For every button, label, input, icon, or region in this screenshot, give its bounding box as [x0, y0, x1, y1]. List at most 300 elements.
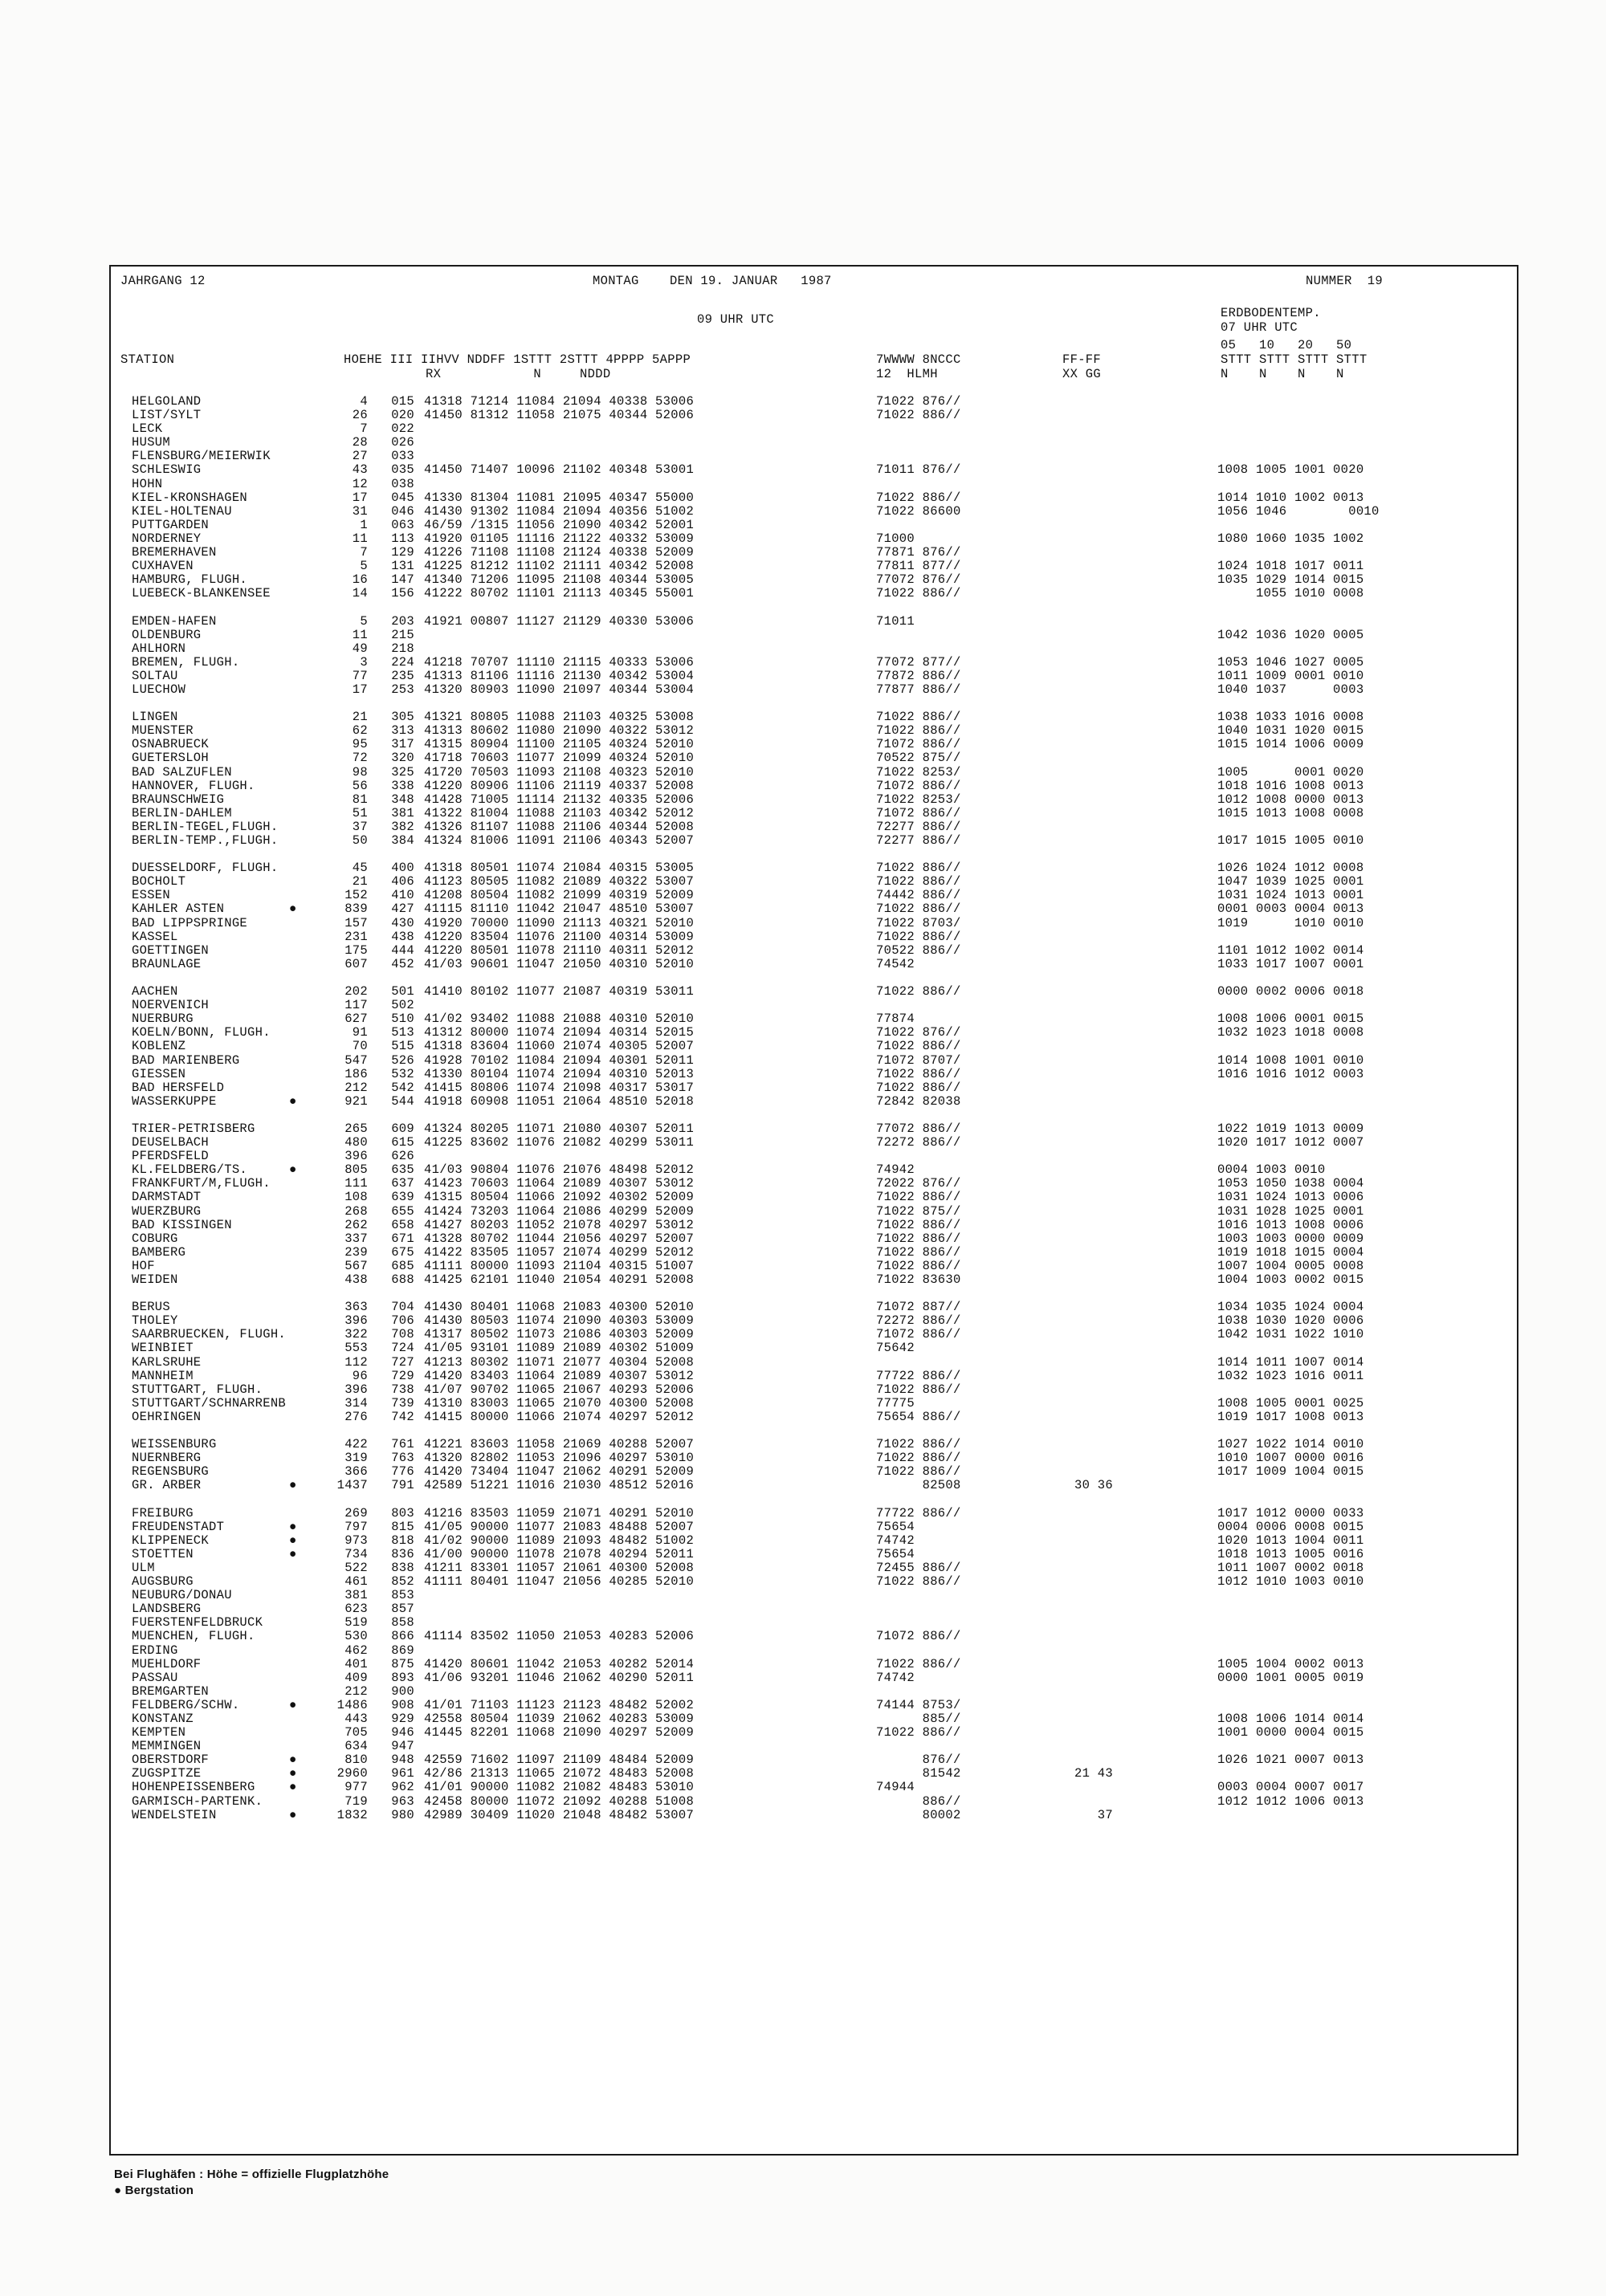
station-number: 406	[391, 874, 414, 889]
station-number: 026	[391, 435, 414, 450]
observation-groups: 41/02 93402 11088 21088 40310 52010	[424, 1012, 695, 1027]
station-number: 218	[391, 641, 414, 656]
table-row	[111, 546, 1517, 560]
observation-groups: 41720 70503 11093 21108 40323 52010	[424, 764, 695, 780]
observation-groups: 41445 82201 11068 21090 40297 52009	[424, 1725, 695, 1740]
soil-temperatures: 1015 1013 1008 0008	[1217, 805, 1364, 820]
station-height: 11	[352, 627, 368, 642]
station-number: 427	[391, 902, 414, 917]
row-spacer	[111, 1287, 1517, 1301]
observation-groups: 41430 80401 11068 21083 40300 52010	[424, 1300, 695, 1315]
station-height: 28	[352, 435, 368, 450]
observation-groups: 41420 80601 11042 21053 40282 52014	[424, 1656, 695, 1671]
table-row	[111, 1520, 1517, 1534]
station-number: 908	[391, 1697, 414, 1712]
station-name: WEISSENBURG	[132, 1437, 217, 1452]
station-height: 363	[344, 1300, 368, 1315]
table-row	[111, 902, 1517, 916]
station-number: 317	[391, 737, 414, 752]
observation-groups: 41313 80602 11080 21090 40322 53012	[424, 723, 695, 739]
station-name: FREIBURG	[132, 1505, 194, 1520]
station-number: 739	[391, 1395, 414, 1411]
station-height: 262	[344, 1217, 368, 1232]
station-name: MUEHLDORF	[132, 1656, 202, 1671]
weather-groups: 71072 886//	[876, 805, 961, 820]
weather-groups: 74742	[876, 1670, 915, 1685]
mountain-station-marker: ●	[289, 1697, 297, 1712]
station-name: HANNOVER, FLUGH.	[132, 778, 255, 793]
table-row	[111, 409, 1517, 422]
station-number: 305	[391, 710, 414, 725]
weather-groups: 71022 886//	[876, 1258, 961, 1273]
station-height: 567	[344, 1258, 368, 1273]
weather-groups: 71022 886//	[876, 1231, 961, 1246]
station-name: AACHEN	[132, 984, 178, 999]
station-number: 038	[391, 476, 414, 491]
station-height: 337	[344, 1231, 368, 1246]
issue-number: NUMMER 19	[1306, 274, 1384, 288]
weather-groups: 77871 876//	[876, 545, 961, 560]
soil-temperatures: 1027 1022 1014 0010	[1217, 1437, 1364, 1452]
observation-groups: 41324 80205 11071 21080 40307 52011	[424, 1121, 695, 1136]
weather-groups: 72022 876//	[876, 1176, 961, 1191]
wind-columns-header-line2: XX GG	[1062, 367, 1102, 381]
table-row	[111, 1260, 1517, 1273]
weather-groups: 72277 886//	[876, 819, 961, 834]
station-name: EMDEN-HAFEN	[132, 613, 217, 629]
station-name: WASSERKUPPE	[132, 1093, 217, 1109]
weather-groups: 75654 886//	[876, 1409, 961, 1424]
soil-temperatures: 1017 1009 1004 0015	[1217, 1464, 1364, 1480]
station-name: AUGSBURG	[132, 1574, 194, 1590]
observation-groups: 41340 71206 11095 21108 40344 53005	[424, 572, 695, 588]
station-number: 501	[391, 984, 414, 999]
station-name: BAD MARIENBERG	[132, 1052, 240, 1068]
soil-temperatures: 1034 1035 1024 0004	[1217, 1300, 1364, 1315]
weather-groups: 71022 886//	[876, 1066, 961, 1081]
station-height: 719	[344, 1793, 368, 1809]
observation-groups: 41/07 90702 11065 21067 40293 52006	[424, 1382, 695, 1397]
table-row	[111, 629, 1517, 642]
soil-temperatures: 1032 1023 1018 0008	[1217, 1025, 1364, 1040]
table-row	[111, 1712, 1517, 1726]
station-name: KAHLER ASTEN	[132, 902, 225, 917]
station-name: BERLIN-DAHLEM	[132, 805, 232, 820]
soil-temperatures: 1014 1008 1001 0010	[1217, 1052, 1364, 1068]
weather-groups: 886//	[876, 1793, 961, 1809]
soil-temperatures: 1026 1021 0007 0013	[1217, 1753, 1364, 1768]
station-height: 4	[360, 394, 368, 409]
observation-groups: 41114 83502 11050 21053 40283 52006	[424, 1629, 695, 1644]
soil-temperatures: 1001 0000 0004 0015	[1217, 1725, 1364, 1740]
station-number: 515	[391, 1039, 414, 1054]
station-number: 384	[391, 833, 414, 848]
weather-groups: 77072 877//	[876, 654, 961, 670]
station-height: 231	[344, 929, 368, 944]
station-height: 553	[344, 1341, 368, 1356]
station-height: 1832	[336, 1807, 368, 1822]
observation-groups: 46/59 /1315 11056 21090 40342 52001	[424, 517, 695, 532]
station-number: 763	[391, 1451, 414, 1466]
observation-groups: 41313 81106 11116 21130 40342 53004	[424, 668, 695, 683]
station-name: LINGEN	[132, 710, 178, 725]
weather-groups: 71022 886//	[876, 586, 961, 601]
observation-groups: 41310 83003 11065 21070 40300 52008	[424, 1395, 695, 1411]
station-height: 810	[344, 1753, 368, 1768]
weather-groups: 77872 886//	[876, 668, 961, 683]
station-name: NOERVENICH	[132, 998, 210, 1013]
soil-temperatures: 1040 1037 0003	[1217, 682, 1364, 697]
station-name: SCHLESWIG	[132, 462, 202, 478]
soil-temperatures: 1019 1018 1015 0004	[1217, 1244, 1364, 1260]
observation-groups: 41415 80000 11066 21074 40297 52012	[424, 1409, 695, 1424]
station-number: 156	[391, 586, 414, 601]
mountain-station-marker: ●	[289, 1519, 297, 1534]
mountain-station-marker: ●	[289, 902, 297, 917]
table-row	[111, 1314, 1517, 1328]
table-row	[111, 656, 1517, 670]
weather-columns-header-line2: 12 HLMH	[876, 367, 938, 381]
weather-groups: 71022 876//	[876, 1025, 961, 1040]
weather-groups: 876//	[876, 1753, 961, 1768]
soil-temperatures: 1024 1018 1017 0011	[1217, 559, 1364, 574]
station-height: 186	[344, 1066, 368, 1081]
station-name: PUTTGARDEN	[132, 517, 210, 532]
weather-groups: 77877 886//	[876, 682, 961, 697]
weather-groups: 71022 886//	[876, 1725, 961, 1740]
soil-temperatures: 1008 1005 0001 0025	[1217, 1395, 1364, 1411]
station-height: 530	[344, 1629, 368, 1644]
soil-temperatures: 1101 1012 1002 0014	[1217, 942, 1364, 958]
weather-groups: 75654	[876, 1519, 915, 1534]
observation-groups: 41430 91302 11084 21094 40356 51002	[424, 503, 695, 519]
station-height: 839	[344, 902, 368, 917]
wind-gust-values: 30 36	[1074, 1478, 1114, 1493]
station-name: KONSTANZ	[132, 1712, 194, 1726]
weather-groups: 74144 8753/	[876, 1697, 961, 1712]
table-row	[111, 1753, 1517, 1767]
weather-groups: 77722 886//	[876, 1368, 961, 1383]
station-number: 836	[391, 1546, 414, 1561]
station-name: BAD LIPPSPRINGE	[132, 915, 248, 930]
table-row	[111, 1341, 1517, 1355]
station-number: 803	[391, 1505, 414, 1520]
weather-groups: 74442 886//	[876, 888, 961, 903]
table-row	[111, 1191, 1517, 1204]
station-height: 1	[360, 517, 368, 532]
table-row	[111, 463, 1517, 477]
table-row	[111, 1301, 1517, 1314]
observation-groups: 41321 80805 11088 21103 40325 53008	[424, 710, 695, 725]
table-row	[111, 1012, 1517, 1026]
station-number: 348	[391, 792, 414, 807]
observation-groups: 41330 80104 11074 21094 40310 52013	[424, 1066, 695, 1081]
station-height: 175	[344, 942, 368, 958]
station-number: 444	[391, 942, 414, 958]
table-row	[111, 766, 1517, 780]
observation-groups: 41/06 93201 11046 21062 40290 52011	[424, 1670, 695, 1685]
station-number: 224	[391, 654, 414, 670]
weather-groups: 70522 875//	[876, 751, 961, 766]
observation-groups: 42/86 21313 11065 21072 48483 52008	[424, 1766, 695, 1781]
observation-groups: 41218 70707 11110 21115 40333 53006	[424, 654, 695, 670]
station-number: 962	[391, 1780, 414, 1795]
station-height: 56	[352, 778, 368, 793]
station-height: 5	[360, 559, 368, 574]
table-row	[111, 1163, 1517, 1177]
soil-temperatures: 1019 1010 0010	[1217, 915, 1364, 930]
table-row	[111, 1177, 1517, 1191]
table-row	[111, 1534, 1517, 1548]
station-height: 634	[344, 1739, 368, 1754]
station-number: 708	[391, 1327, 414, 1342]
observation-groups: 41320 80903 11090 21097 40344 53004	[424, 682, 695, 697]
soil-temperatures: 1053 1046 1027 0005	[1217, 654, 1364, 670]
table-row	[111, 1602, 1517, 1616]
soil-temperatures: 1042 1031 1022 1010	[1217, 1327, 1364, 1342]
station-number: 852	[391, 1574, 414, 1590]
table-row	[111, 724, 1517, 738]
station-height: 21	[352, 874, 368, 889]
station-name: WUERZBURG	[132, 1203, 202, 1219]
weather-groups: 71022 886//	[876, 1382, 961, 1397]
table-row	[111, 710, 1517, 724]
table-row	[111, 1411, 1517, 1424]
soil-temperatures: 1032 1023 1016 0011	[1217, 1368, 1364, 1383]
observation-groups: 41718 70603 11077 21099 40324 52010	[424, 751, 695, 766]
observation-groups: 41423 70603 11064 21089 40307 53012	[424, 1176, 695, 1191]
mountain-station-marker: ●	[289, 1546, 297, 1561]
station-number: 609	[391, 1121, 414, 1136]
table-row	[111, 532, 1517, 546]
station-name: BAD KISSINGEN	[132, 1217, 232, 1232]
soil-temperatures: 1008 1006 0001 0015	[1217, 1012, 1364, 1027]
station-name: ZUGSPITZE	[132, 1766, 202, 1781]
station-name: KARLSRUHE	[132, 1354, 202, 1370]
soil-temperatures: 0004 0006 0008 0015	[1217, 1519, 1364, 1534]
weather-groups: 72272 886//	[876, 1135, 961, 1150]
observation-groups: 41220 83504 11076 21100 40314 53009	[424, 929, 695, 944]
observation-groups: 41450 71407 10096 21102 40348 53001	[424, 462, 695, 478]
station-number: 655	[391, 1203, 414, 1219]
station-name: BOCHOLT	[132, 874, 186, 889]
table-row	[111, 1658, 1517, 1671]
observation-groups: 41222 80702 11101 21113 40345 55001	[424, 586, 695, 601]
station-height: 314	[344, 1395, 368, 1411]
station-height: 265	[344, 1121, 368, 1136]
table-row	[111, 1726, 1517, 1740]
observation-groups: 41420 83403 11064 21089 40307 53012	[424, 1368, 695, 1383]
observation-time-label: 09 UHR UTC	[697, 312, 775, 327]
station-height: 268	[344, 1203, 368, 1219]
station-height: 7	[360, 421, 368, 437]
station-number: 022	[391, 421, 414, 437]
soil-temperatures: 1018 1016 1008 0013	[1217, 778, 1364, 793]
station-name: BAD HERSFELD	[132, 1080, 225, 1095]
table-row	[111, 793, 1517, 807]
soil-temperatures: 1033 1017 1007 0001	[1217, 956, 1364, 971]
station-number: 381	[391, 805, 414, 820]
soil-temperatures: 1015 1014 1006 0009	[1217, 737, 1364, 752]
soil-depth-header: 05 10 20 50	[1221, 338, 1352, 352]
station-number: 113	[391, 531, 414, 546]
observation-groups: 41115 81110 11042 21047 48510 53007	[424, 902, 695, 917]
table-row	[111, 1685, 1517, 1699]
station-height: 409	[344, 1670, 368, 1685]
observation-groups: 41/05 90000 11077 21083 48488 52007	[424, 1519, 695, 1534]
station-height: 366	[344, 1464, 368, 1480]
station-number: 338	[391, 778, 414, 793]
soil-temperatures: 1038 1030 1020 0006	[1217, 1313, 1364, 1329]
observation-groups: 41326 81107 11088 21106 40344 52008	[424, 819, 695, 834]
station-name: KL.FELDBERG/TS.	[132, 1162, 248, 1178]
weather-groups: 71072 886//	[876, 778, 961, 793]
weather-groups: 71022 8703/	[876, 915, 961, 930]
weather-groups: 71022 886//	[876, 490, 961, 505]
station-number: 203	[391, 613, 414, 629]
table-row	[111, 1561, 1517, 1575]
station-number: 658	[391, 1217, 414, 1232]
station-name: KIEL-HOLTENAU	[132, 503, 232, 519]
table-row	[111, 1630, 1517, 1643]
station-name: BRAUNLAGE	[132, 956, 202, 971]
observation-groups: 41216 83503 11059 21071 40291 52010	[424, 1505, 695, 1520]
station-name: STOETTEN	[132, 1546, 194, 1561]
weather-groups: 71022 876//	[876, 394, 961, 409]
table-row	[111, 1438, 1517, 1451]
station-name: HOF	[132, 1258, 155, 1273]
station-height: 17	[352, 682, 368, 697]
observation-groups: 41320 82802 11053 21096 40297 53010	[424, 1451, 695, 1466]
station-height: 269	[344, 1505, 368, 1520]
soil-temperatures: 1014 1011 1007 0014	[1217, 1354, 1364, 1370]
observation-groups: 42989 30409 11020 21048 48482 53007	[424, 1807, 695, 1822]
soil-temperatures: 1017 1015 1005 0010	[1217, 833, 1364, 848]
soil-temperatures: 1035 1029 1014 0015	[1217, 572, 1364, 588]
soil-temperatures: 1007 1004 0005 0008	[1217, 1258, 1364, 1273]
table-row	[111, 1644, 1517, 1658]
weather-groups: 71022 886//	[876, 1217, 961, 1232]
weather-groups: 77072 886//	[876, 1121, 961, 1136]
table-row	[111, 1589, 1517, 1602]
station-number: 761	[391, 1437, 414, 1452]
table-row	[111, 670, 1517, 683]
soil-temperatures: 1056 1046 0010	[1217, 503, 1380, 519]
table-row	[111, 1219, 1517, 1232]
station-number: 776	[391, 1464, 414, 1480]
table-row	[111, 450, 1517, 463]
station-number: 866	[391, 1629, 414, 1644]
station-name: SAARBRUECKEN, FLUGH.	[132, 1327, 287, 1342]
station-number: 626	[391, 1149, 414, 1164]
weather-groups: 71022 8253/	[876, 764, 961, 780]
table-row	[111, 1781, 1517, 1794]
station-number: 131	[391, 559, 414, 574]
station-height: 443	[344, 1712, 368, 1726]
station-number: 791	[391, 1478, 414, 1493]
soil-temperatures: 1031 1024 1013 0001	[1217, 888, 1364, 903]
soil-temperatures: 1022 1019 1013 0009	[1217, 1121, 1364, 1136]
station-height: 27	[352, 449, 368, 464]
observation-groups: 41430 80503 11074 21090 40303 53009	[424, 1313, 695, 1329]
station-height: 2960	[336, 1766, 368, 1781]
observation-groups: 41221 83603 11058 21069 40288 52007	[424, 1437, 695, 1452]
station-height: 462	[344, 1643, 368, 1658]
station-height: 422	[344, 1437, 368, 1452]
station-number: 320	[391, 751, 414, 766]
station-height: 111	[344, 1176, 368, 1191]
table-row	[111, 587, 1517, 600]
station-height: 117	[344, 998, 368, 1013]
station-name: PASSAU	[132, 1670, 178, 1685]
station-name: OSNABRUECK	[132, 737, 210, 752]
observation-groups: 41424 73203 11064 21086 40299 52009	[424, 1203, 695, 1219]
soil-temperatures: 1014 1010 1002 0013	[1217, 490, 1364, 505]
soil-temperatures: 1020 1013 1004 0011	[1217, 1533, 1364, 1548]
soil-temperatures: 1011 1007 0002 0018	[1217, 1560, 1364, 1575]
station-name: GARMISCH-PARTENK.	[132, 1793, 263, 1809]
station-number: 818	[391, 1533, 414, 1548]
observation-groups: 41322 81004 11088 21103 40342 52012	[424, 805, 695, 820]
station-name: HOHN	[132, 476, 163, 491]
station-height: 5	[360, 613, 368, 629]
mountain-station-marker: ●	[289, 1780, 297, 1795]
observation-groups: 41312 80000 11074 21094 40314 52015	[424, 1025, 695, 1040]
group-columns-header-line1: HOEHE III IIHVV NDDFF 1STTT 2STTT 4PPPP 5APPP	[344, 352, 691, 367]
table-row	[111, 958, 1517, 971]
station-height: 522	[344, 1560, 368, 1575]
table-row	[111, 1397, 1517, 1411]
station-height: 212	[344, 1683, 368, 1699]
observation-groups: 41220 80906 11106 21119 40337 52008	[424, 778, 695, 793]
observation-groups: 41317 80502 11073 21086 40303 52009	[424, 1327, 695, 1342]
station-number: 857	[391, 1602, 414, 1617]
table-row	[111, 683, 1517, 697]
station-name: BREMGARTEN	[132, 1683, 210, 1699]
station-name: REGENSBURG	[132, 1464, 210, 1480]
table-row	[111, 1479, 1517, 1492]
station-name: GIESSEN	[132, 1066, 186, 1081]
station-number: 147	[391, 572, 414, 588]
station-number: 410	[391, 888, 414, 903]
station-number: 980	[391, 1807, 414, 1822]
station-number: 900	[391, 1683, 414, 1699]
observation-groups: 41920 01105 11116 21122 40332 53009	[424, 531, 695, 546]
soil-temperatures: 1008 1006 1014 0014	[1217, 1712, 1364, 1726]
station-number: 438	[391, 929, 414, 944]
station-name: DARMSTADT	[132, 1190, 202, 1205]
station-height: 98	[352, 764, 368, 780]
station-number: 215	[391, 627, 414, 642]
station-height: 81	[352, 792, 368, 807]
mountain-station-marker: ●	[289, 1162, 297, 1178]
station-number: 452	[391, 956, 414, 971]
station-name: GOETTINGEN	[132, 942, 210, 958]
station-number: 963	[391, 1793, 414, 1809]
station-name: FELDBERG/SCHW.	[132, 1697, 240, 1712]
weather-groups: 75642	[876, 1341, 915, 1356]
station-height: 96	[352, 1368, 368, 1383]
table-row	[111, 1136, 1517, 1150]
observation-groups: 41213 80302 11071 21077 40304 52008	[424, 1354, 695, 1370]
station-name: NEUBURG/DONAU	[132, 1588, 232, 1603]
soil-temperatures: 1042 1036 1020 0005	[1217, 627, 1364, 642]
observation-groups: 41225 81212 11102 21111 40342 52008	[424, 559, 695, 574]
table-row	[111, 1699, 1517, 1712]
station-height: 519	[344, 1615, 368, 1630]
observation-groups: 41/02 90000 11089 21093 48482 51002	[424, 1533, 695, 1548]
soil-stt-header: STTT STTT STTT STTT	[1221, 352, 1368, 367]
